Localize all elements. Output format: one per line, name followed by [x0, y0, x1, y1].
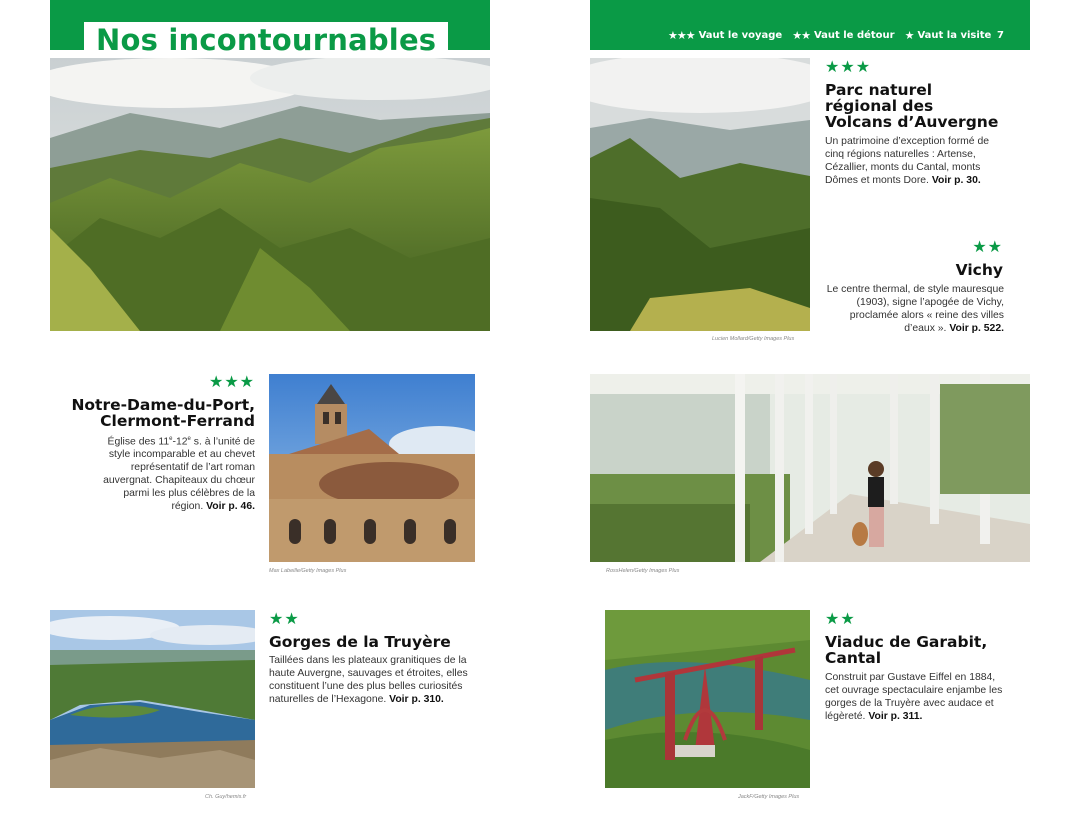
volcanoes-panorama-photo	[50, 58, 490, 331]
viaduc-garabit-photo	[605, 610, 810, 788]
rating-stars-icon: ★★	[825, 611, 856, 628]
entry-text-vichy	[822, 283, 1004, 335]
page-reference-link[interactable]: Voir p. 522.	[949, 323, 1004, 334]
vichy-colonnade-photo	[590, 374, 1030, 562]
photo-credit-vichy: RossHelen/Getty Images Plus	[606, 568, 680, 574]
entry-title-notre-dame: Notre-Dame-du-Port, Clermont-Ferrand	[71, 396, 255, 430]
header-bar-right	[590, 0, 1030, 50]
entry-desc: Construit par Gustave Eiffel en 1884, cet ouvrage spectaculaire enjambe les gorges de la Truyère avec audace et légèreté.	[825, 672, 1003, 722]
rating-legend	[668, 30, 1001, 42]
volcanoes-valley-photo	[590, 58, 810, 331]
page-reference-link[interactable]: Voir p. 311.	[868, 711, 923, 722]
rating-stars-icon: ★★	[269, 611, 300, 628]
superscript: e	[169, 436, 173, 442]
entry-text-notre-dame	[90, 433, 255, 513]
entry-title-vichy: Vichy	[955, 261, 1003, 279]
entry-text-volcans	[825, 135, 1005, 187]
page-number: 7	[997, 30, 1004, 41]
page-title: Nos incontournables	[84, 22, 448, 58]
entry-desc: Un patrimoine d’exception formé de cinq régions naturelles : Artense, Cézallier, monts du Cantal, monts Dômes et monts Dore.	[825, 136, 990, 186]
entry-title-viaduc: Viaduc de Garabit, Cantal	[825, 633, 988, 667]
entry-desc: s. à l’unité de style incomparable et au chevet représentatif de l’art roman auvergnat. Chapiteaux du chœur parmi les plus célèbres de la région.	[103, 436, 255, 513]
legend-label-detour: Vaut le détour	[813, 30, 895, 41]
entry-desc: Taillées dans les plateaux granitiques de la haute Auvergne, sauvages et étroites, elles constituent l’une des plus belles curiosités naturelles de l’Hexagone.	[269, 655, 468, 705]
rating-stars-icon: ★★	[972, 239, 1003, 256]
one-star-icon: ★	[904, 29, 914, 42]
entry-desc: -12	[172, 436, 188, 448]
legend-label-voyage: Vaut le voyage	[698, 30, 783, 41]
legend-label-visite: Vaut la visite	[917, 30, 992, 41]
rating-stars-icon: ★★★	[208, 374, 255, 391]
photo-credit-viaduc: JackF/Getty Images Plus	[738, 794, 800, 800]
photo-credit-gorges: Ch. Guy/hemis.fr	[205, 794, 247, 800]
gorges-truyere-photo	[50, 610, 255, 788]
entry-desc: Le centre thermal, de style mauresque (1903), signe l’apogée de Vichy, proclamée alors « reine des villes d’eaux ».	[826, 284, 1004, 334]
entry-desc: Église des 11	[107, 436, 170, 448]
photo-credit-volcans: Lucien Mollard/Getty Images Plus	[712, 336, 795, 342]
superscript: e	[187, 436, 191, 442]
entry-title-volcans: Parc naturel régional des Volcans d’Auvergne	[825, 81, 999, 131]
entry-title-gorges: Gorges de la Truyère	[269, 633, 451, 651]
two-stars-icon: ★★	[792, 29, 810, 42]
three-stars-icon: ★★★	[668, 29, 695, 42]
entry-text-gorges	[269, 654, 477, 706]
page-reference-link[interactable]: Voir p. 30.	[931, 175, 981, 186]
entry-text-viaduc	[825, 671, 1007, 723]
page-reference-link[interactable]: Voir p. 46.	[206, 501, 255, 513]
page-reference-link[interactable]: Voir p. 310.	[389, 694, 444, 705]
church-photo	[269, 374, 475, 562]
rating-stars-icon: ★★★	[825, 59, 872, 76]
photo-credit-church: Max Labeille/Getty Images Plus	[269, 568, 347, 574]
